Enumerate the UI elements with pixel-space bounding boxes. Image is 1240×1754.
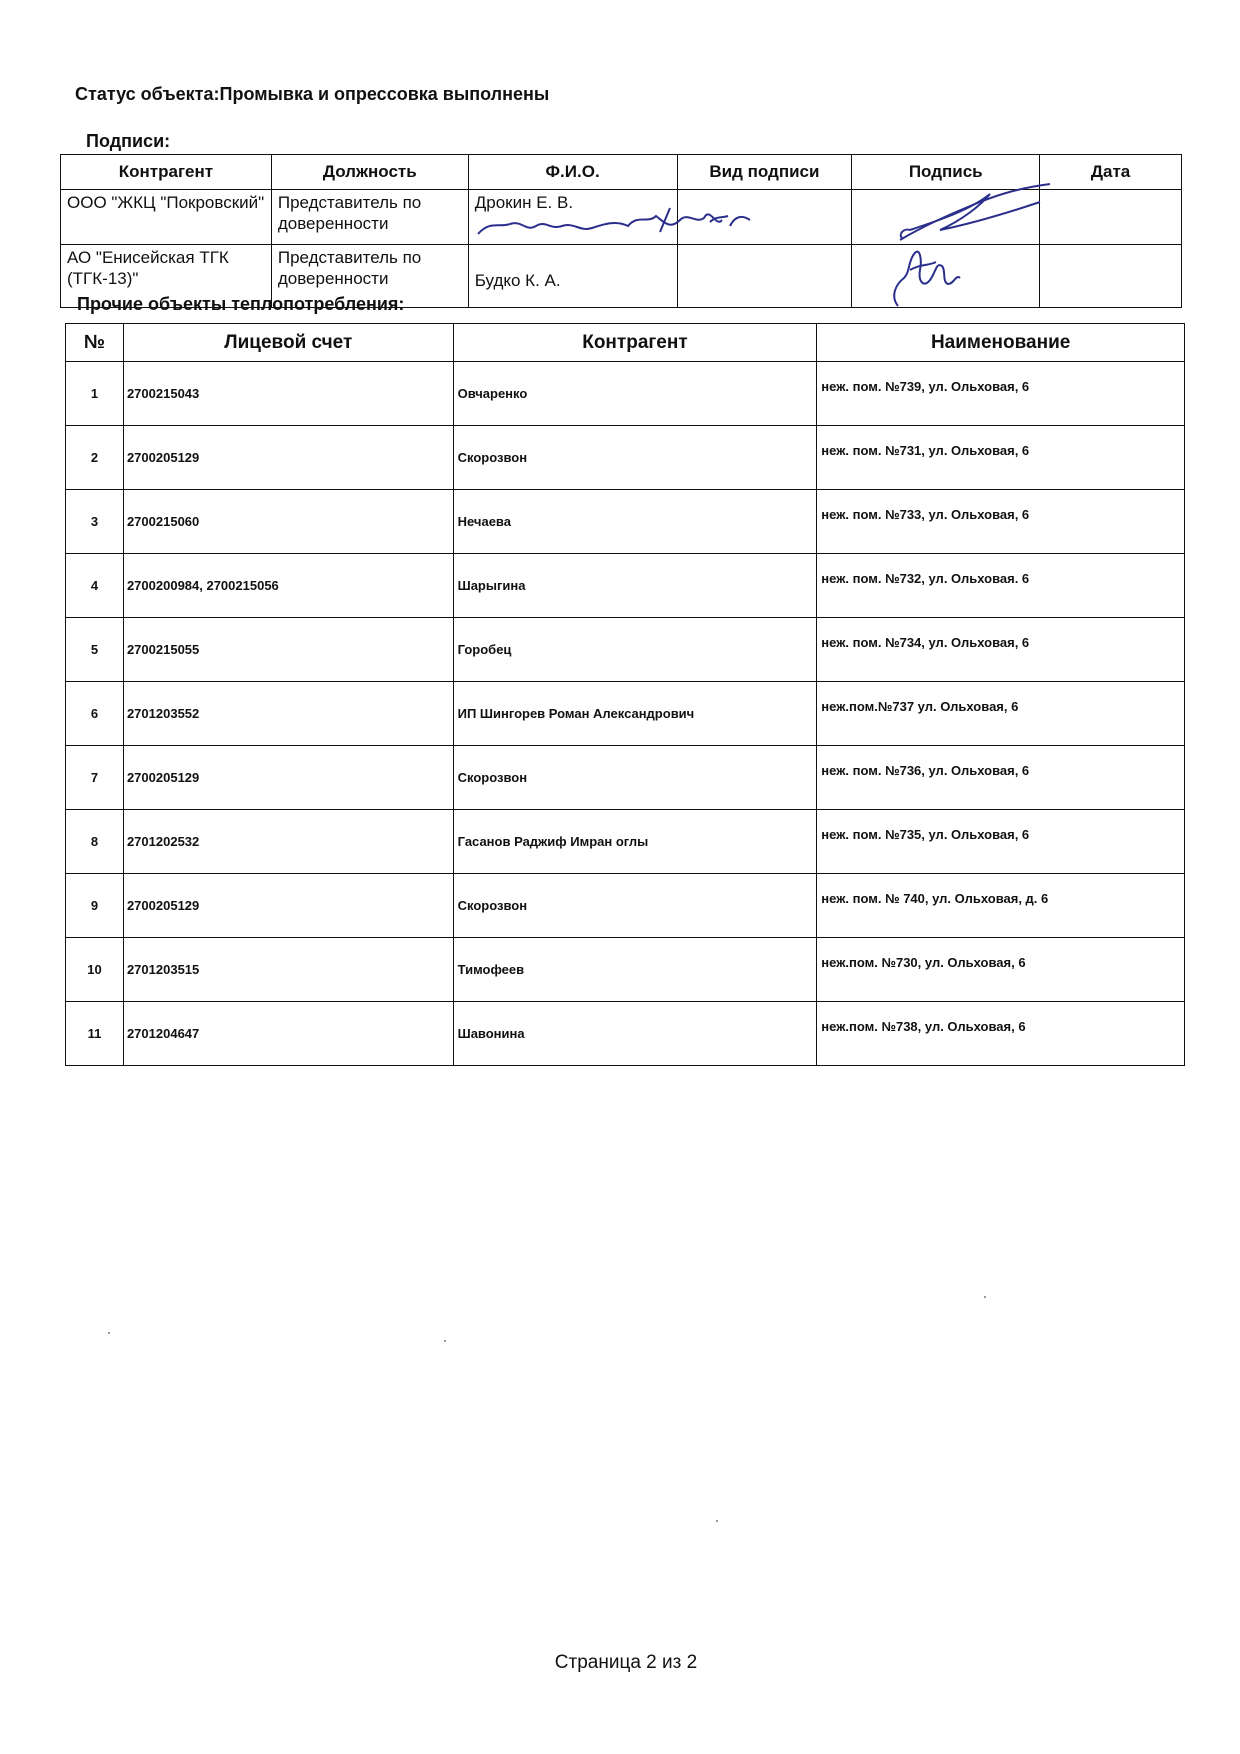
counterparty: Горобец [453,618,817,682]
object-name: неж.пом.№737 ул. Ольховая, 6 [817,682,1185,746]
signature-row [61,190,1182,245]
sig-counterparty: АО "Енисейская ТГК (ТГК-13)" [61,245,272,308]
row-number: 2 [66,426,124,490]
account-number: 2701203552 [123,682,453,746]
objects-header-row [66,324,1185,362]
counterparty: Шарыгина [453,554,817,618]
sig-date [1040,245,1182,308]
table-row [66,1002,1185,1066]
row-number: 8 [66,810,124,874]
sig-type [677,245,852,308]
col-header-position: Должность [271,155,468,190]
counterparty: Нечаева [453,490,817,554]
table-row [66,874,1185,938]
sig-position: Представитель по доверенности [271,190,468,245]
object-name: неж. пом. № 740, ул. Ольховая, д. 6 [817,874,1185,938]
row-number: 9 [66,874,124,938]
table-row [66,490,1185,554]
account-number: 2701203515 [123,938,453,1002]
row-number: 7 [66,746,124,810]
counterparty: Скорозвон [453,874,817,938]
status-value: Промывка и опрессовка выполнены [219,84,550,104]
account-number: 2701204647 [123,1002,453,1066]
account-number: 2700215055 [123,618,453,682]
object-name: неж.пом. №738, ул. Ольховая, 6 [817,1002,1185,1066]
col-header-signature: Подпись [852,155,1040,190]
scan-speck [108,1332,110,1334]
account-number: 2700215043 [123,362,453,426]
col-header-counterparty: Контрагент [61,155,272,190]
col-header-name: Наименование [817,324,1185,362]
counterparty: Гасанов Раджиф Имран оглы [453,810,817,874]
row-number: 5 [66,618,124,682]
table-row [66,362,1185,426]
sig-signature-cell [852,245,1040,308]
table-row [66,810,1185,874]
row-number: 3 [66,490,124,554]
account-number: 2701202532 [123,810,453,874]
counterparty: Шавонина [453,1002,817,1066]
col-header-party: Контрагент [453,324,817,362]
account-number: 2700205129 [123,746,453,810]
table-row [66,682,1185,746]
status-label: Статус объекта: [75,84,220,104]
object-name: неж. пом. №731, ул. Ольховая, 6 [817,426,1185,490]
sig-fio: Дрокин Е. В. [468,190,677,245]
sig-signature-cell [852,190,1040,245]
account-number: 2700205129 [123,426,453,490]
other-objects-table [65,323,1185,1066]
col-header-sign-type: Вид подписи [677,155,852,190]
counterparty: ИП Шингорев Роман Александрович [453,682,817,746]
object-status [75,84,549,105]
table-row [66,554,1185,618]
scan-speck [444,1340,446,1342]
object-name: неж. пом. №736, ул. Ольховая, 6 [817,746,1185,810]
row-number: 11 [66,1002,124,1066]
table-row [66,618,1185,682]
object-name: неж.пом. №730, ул. Ольховая, 6 [817,938,1185,1002]
sig-counterparty: ООО "ЖКЦ "Покровский" [61,190,272,245]
row-number: 6 [66,682,124,746]
table-row [66,746,1185,810]
scan-speck [716,1520,718,1522]
sig-position: Представитель по доверенности [271,245,468,308]
row-number: 10 [66,938,124,1002]
counterparty: Овчаренко [453,362,817,426]
page-number: Страница 2 из 2 [554,1652,698,1673]
table-row [66,426,1185,490]
object-name: неж. пом. №732, ул. Ольховая. 6 [817,554,1185,618]
sig-fio: Будко К. А. [468,245,677,308]
other-objects-heading: Прочие объекты теплопотребления: [77,294,405,314]
row-number: 4 [66,554,124,618]
col-header-number: № [66,324,124,362]
sig-type [677,190,852,245]
account-number: 2700200984, 2700215056 [123,554,453,618]
object-name: неж. пом. №733, ул. Ольховая, 6 [817,490,1185,554]
object-name: неж. пом. №735, ул. Ольховая, 6 [817,810,1185,874]
col-header-account: Лицевой счет [123,324,453,362]
row-number: 1 [66,362,124,426]
col-header-date: Дата [1040,155,1182,190]
account-number: 2700215060 [123,490,453,554]
object-name: неж. пом. №734, ул. Ольховая, 6 [817,618,1185,682]
object-name: неж. пом. №739, ул. Ольховая, 6 [817,362,1185,426]
signatures-heading: Подписи: [86,131,171,151]
scan-speck [984,1296,986,1298]
col-header-fio: Ф.И.О. [468,155,677,190]
signatures-header-row [61,155,1182,190]
counterparty: Скорозвон [453,426,817,490]
sig-date [1040,190,1182,245]
counterparty: Тимофеев [453,938,817,1002]
table-row [66,938,1185,1002]
account-number: 2700205129 [123,874,453,938]
signatures-table [60,154,1182,308]
counterparty: Скорозвон [453,746,817,810]
